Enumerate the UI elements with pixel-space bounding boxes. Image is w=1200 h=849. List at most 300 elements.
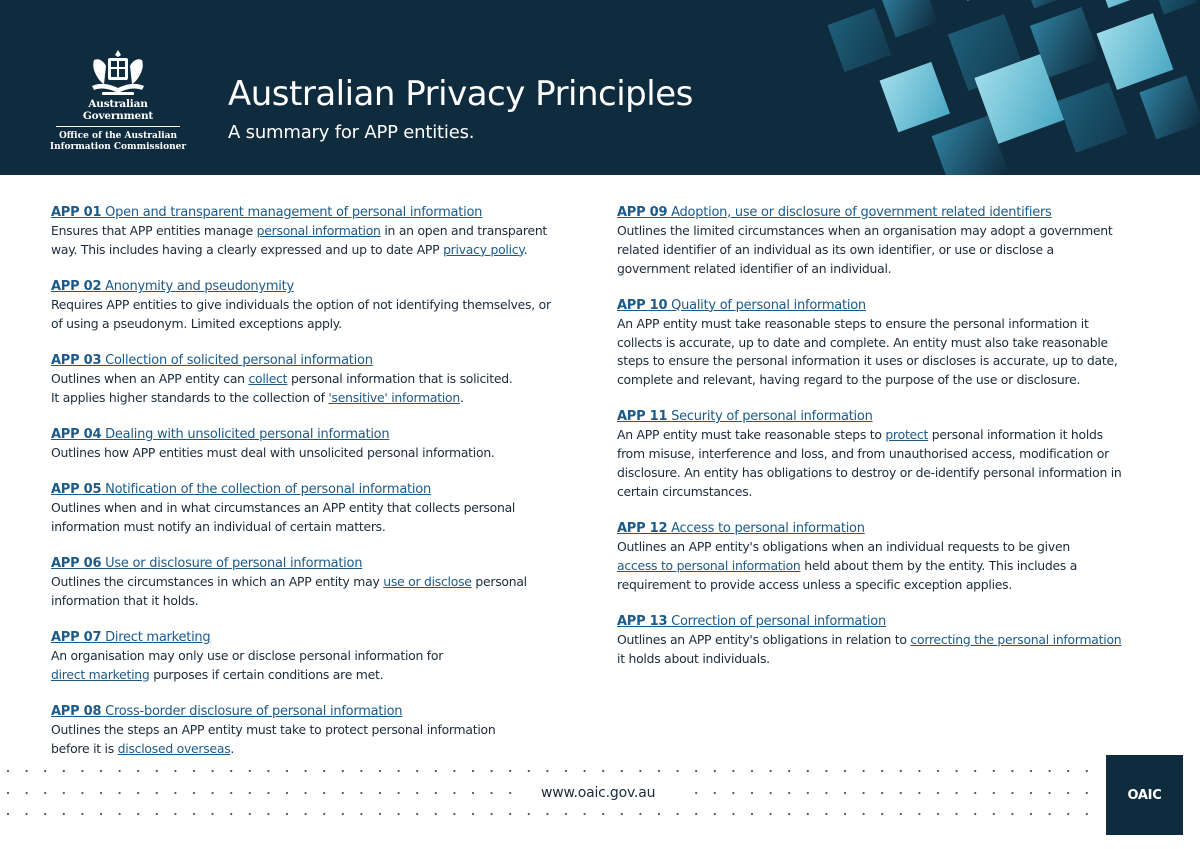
footer-dot xyxy=(286,813,288,815)
principle-item xyxy=(51,702,591,759)
footer-dot xyxy=(7,813,9,815)
footer-dot xyxy=(100,792,102,794)
footer-dot xyxy=(1011,813,1013,815)
footer-dot xyxy=(212,770,214,772)
footer-dot xyxy=(323,770,325,772)
principle-title-link[interactable] xyxy=(617,203,1157,222)
inline-link[interactable]: disclosed overseas xyxy=(117,740,231,756)
footer-dot xyxy=(918,813,920,815)
footer-dot xyxy=(379,813,381,815)
footer-dot xyxy=(305,792,307,794)
description-line xyxy=(617,241,1157,260)
description-text: way. This includes having a clearly expressed and up to date APP xyxy=(51,241,444,257)
footer-dot xyxy=(881,792,883,794)
principle-description xyxy=(51,573,591,611)
footer-dot xyxy=(174,792,176,794)
footer-dot xyxy=(230,770,232,772)
description-text: personal information that is solicited. xyxy=(287,370,513,386)
inline-link[interactable]: direct marketing xyxy=(51,666,150,682)
principle-number: APP 01 xyxy=(51,205,102,220)
description-text: personal xyxy=(471,574,527,590)
description-line xyxy=(51,721,591,740)
footer-dot xyxy=(416,770,418,772)
footer-dot xyxy=(714,813,716,815)
footer-dot xyxy=(472,770,474,772)
footer-dot xyxy=(677,813,679,815)
principle-title-link[interactable] xyxy=(51,554,591,573)
footer-dot xyxy=(174,770,176,772)
principle-title-text: Quality of personal information xyxy=(671,297,866,313)
government-name: Australian Government xyxy=(56,98,180,127)
description-text: An APP entity must take reasonable steps to xyxy=(617,427,886,443)
footer-dot xyxy=(212,792,214,794)
footer-dot xyxy=(1049,813,1051,815)
description-text: in an open and transparent xyxy=(380,223,548,238)
footer-dot xyxy=(993,792,995,794)
principle-item xyxy=(617,296,1157,390)
footer-dot xyxy=(1086,813,1088,815)
description-text: An organisation may only use or disclose personal information for xyxy=(51,648,444,664)
footer-dot xyxy=(81,813,83,815)
principle-number: APP 11 xyxy=(617,409,668,425)
principle-number: APP 06 xyxy=(51,556,102,572)
principle-number: APP 07 xyxy=(51,630,102,646)
inline-link[interactable]: use or disclose xyxy=(383,574,472,590)
principle-description xyxy=(617,426,1157,501)
footer-dot xyxy=(435,770,437,772)
description-text: Outlines how APP entities must deal with unsolicited personal information. xyxy=(51,444,495,460)
footer-dot xyxy=(695,770,697,772)
footer-dot xyxy=(863,813,865,815)
footer-dot xyxy=(416,813,418,815)
description-text: related identifier of an individual as its own identifier, or use or disclose a xyxy=(617,241,1054,257)
description-text: . xyxy=(230,740,235,756)
footer-dot xyxy=(732,770,734,772)
description-line xyxy=(51,296,591,315)
description-line xyxy=(51,740,591,759)
principle-number: APP 13 xyxy=(617,613,668,629)
principle-title-link[interactable] xyxy=(51,277,591,296)
footer-dot xyxy=(435,813,437,815)
principle-description xyxy=(51,499,591,537)
footer-dot xyxy=(732,813,734,815)
footer-dot xyxy=(528,770,530,772)
footer-dot xyxy=(807,792,809,794)
footer-dot xyxy=(770,813,772,815)
footer-dot xyxy=(974,813,976,815)
footer-dot xyxy=(639,813,641,815)
footer-dot xyxy=(751,792,753,794)
footer-dot xyxy=(137,813,139,815)
principle-title-link[interactable] xyxy=(617,519,1157,538)
principle-description xyxy=(51,296,591,334)
footer-dot xyxy=(26,813,28,815)
footer-dot xyxy=(844,770,846,772)
principle-title-text: Anonymity and pseudonymity xyxy=(105,278,294,294)
footer-dot xyxy=(807,770,809,772)
principle-number: APP 02 xyxy=(51,278,102,294)
description-text: personal information it holds xyxy=(928,427,1103,443)
principle-title-text: Direct marketing xyxy=(105,630,211,646)
description-line xyxy=(617,334,1157,353)
principle-title-link[interactable] xyxy=(51,628,591,647)
footer-dot xyxy=(267,813,269,815)
footer-dot xyxy=(509,813,511,815)
footer-dot xyxy=(1030,770,1032,772)
description-text: complete and relevant, having regard to the purpose of the use or disclosure. xyxy=(617,372,1081,388)
description-text: . xyxy=(523,241,528,257)
footer-dot xyxy=(119,792,121,794)
footer-dot xyxy=(602,813,604,815)
principle-title-link[interactable] xyxy=(617,407,1157,426)
principle-title-text: Notification of the collection of personal information xyxy=(105,482,431,498)
description-text: of using a pseudonym. Limited exceptions apply. xyxy=(51,315,342,331)
footer-dot xyxy=(1011,792,1013,794)
footer-dot xyxy=(193,770,195,772)
description-line xyxy=(617,631,1157,650)
description-text: Outlines the circumstances in which an APP entity may xyxy=(51,574,384,590)
footer-dot xyxy=(974,792,976,794)
description-text: held about them by the entity. This includes a xyxy=(800,557,1078,573)
footer-dot xyxy=(1086,770,1088,772)
description-text: It applies higher standards to the collection of xyxy=(51,389,329,405)
footer-dot xyxy=(398,813,400,815)
footer-dot xyxy=(1011,770,1013,772)
footer-dot xyxy=(1086,792,1088,794)
footer-dot xyxy=(156,792,158,794)
footer-dot xyxy=(900,770,902,772)
inline-link[interactable]: personal information xyxy=(256,223,381,238)
description-line xyxy=(51,518,591,537)
footer-dot xyxy=(44,770,46,772)
footer-dot xyxy=(398,792,400,794)
description-text: . xyxy=(459,389,464,405)
description-line xyxy=(617,576,1157,595)
footer-dot xyxy=(732,792,734,794)
footer-dot xyxy=(360,770,362,772)
page-subtitle: A summary for APP entities. xyxy=(228,122,475,143)
description-line xyxy=(617,483,1157,502)
principle-description xyxy=(51,444,591,463)
footer-dot xyxy=(7,792,9,794)
description-text: An APP entity must take reasonable steps to ensure the personal information it xyxy=(617,315,1089,331)
description-line xyxy=(617,352,1157,371)
footer-dot xyxy=(825,813,827,815)
inline-link[interactable]: collect xyxy=(248,370,288,386)
principle-item xyxy=(617,519,1157,594)
principle-number: APP 09 xyxy=(617,205,668,220)
description-text: Outlines the limited circumstances when an organisation may adopt a government xyxy=(617,223,1113,238)
footer-dot xyxy=(249,770,251,772)
principle-description xyxy=(617,538,1157,594)
footer-dot xyxy=(360,813,362,815)
description-line xyxy=(617,371,1157,390)
footer-dot xyxy=(788,770,790,772)
principle-title-text: Access to personal information xyxy=(671,520,865,536)
principle-title-link[interactable] xyxy=(617,612,1157,631)
principle-title-text: Open and transparent management of personal information xyxy=(105,205,483,220)
description-line xyxy=(51,389,591,408)
description-line xyxy=(617,260,1157,279)
footer-dot xyxy=(156,813,158,815)
description-line xyxy=(617,426,1157,445)
footer-dot xyxy=(1030,792,1032,794)
principle-description xyxy=(51,222,591,260)
footer-dot xyxy=(825,770,827,772)
principle-description xyxy=(51,370,591,408)
description-line xyxy=(51,370,591,389)
description-line xyxy=(51,315,591,334)
footer-dot xyxy=(491,770,493,772)
principle-item xyxy=(51,277,591,334)
footer-dot xyxy=(639,770,641,772)
description-line xyxy=(51,444,591,463)
footer-dot xyxy=(621,770,623,772)
footer-dots-row-3 xyxy=(0,812,1100,816)
decorative-squares-graphic xyxy=(800,0,1200,175)
footer-dot xyxy=(491,792,493,794)
footer-dot xyxy=(751,813,753,815)
oaic-logo[interactable]: OAIC xyxy=(1106,755,1183,835)
footer-dot xyxy=(695,792,697,794)
principle-item xyxy=(51,425,591,463)
footer-dot xyxy=(658,770,660,772)
description-text: before it is xyxy=(51,740,118,756)
principle-title-text: Collection of solicited personal information xyxy=(105,352,373,368)
principle-item xyxy=(51,628,591,685)
principle-item xyxy=(51,554,591,611)
footer-dot xyxy=(751,770,753,772)
footer-dot xyxy=(584,770,586,772)
footer-dot xyxy=(26,770,28,772)
footer-dot xyxy=(174,813,176,815)
principle-title-text: Dealing with unsolicited personal information xyxy=(105,426,390,442)
footer-dot xyxy=(956,770,958,772)
inline-link[interactable]: 'sensitive' information xyxy=(328,389,460,405)
footer-dot xyxy=(825,792,827,794)
footer-dot xyxy=(844,792,846,794)
footer-dot xyxy=(881,770,883,772)
description-line xyxy=(617,445,1157,464)
footer-dot xyxy=(323,792,325,794)
footer-dot xyxy=(509,770,511,772)
footer-dot xyxy=(230,792,232,794)
description-text: requirement to provide access unless a specific exception applies. xyxy=(617,576,1013,592)
footer-dot xyxy=(342,813,344,815)
footer-dot xyxy=(918,792,920,794)
footer-dot xyxy=(584,813,586,815)
footer-dot xyxy=(193,813,195,815)
footer-dot xyxy=(137,770,139,772)
footer-dot xyxy=(1049,792,1051,794)
footer-dot xyxy=(286,792,288,794)
inline-link[interactable]: protect xyxy=(885,427,929,443)
footer-dot xyxy=(807,813,809,815)
principle-title-link[interactable] xyxy=(51,351,591,370)
principle-title-link[interactable] xyxy=(51,425,591,444)
footer-dot xyxy=(788,792,790,794)
footer-dot xyxy=(100,770,102,772)
description-text: Outlines when and in what circumstances an APP entity that collects personal xyxy=(51,500,516,516)
description-line xyxy=(51,222,591,241)
footer-dot xyxy=(453,770,455,772)
description-line xyxy=(51,592,591,611)
footer-dot xyxy=(230,813,232,815)
description-text: steps to ensure the personal information it uses or discloses is accurate, up to date, xyxy=(617,353,1118,369)
footer-dot xyxy=(714,792,716,794)
footer-dot xyxy=(63,770,65,772)
government-logo[interactable] xyxy=(48,48,188,153)
footer-dot xyxy=(267,792,269,794)
principle-item xyxy=(617,407,1157,501)
principle-number: APP 08 xyxy=(51,704,102,720)
principle-title-text: Adoption, use or disclosure of government related identifiers xyxy=(671,205,1052,220)
office-name xyxy=(48,131,188,153)
footer-dot xyxy=(770,792,772,794)
footer-dot xyxy=(156,770,158,772)
footer-dot xyxy=(658,813,660,815)
footer-dot xyxy=(81,792,83,794)
description-text: it holds about individuals. xyxy=(617,650,770,666)
description-text: disclosure. An entity has obligations to destroy or de-identify personal information in xyxy=(617,464,1122,480)
principle-number: APP 04 xyxy=(51,426,102,442)
page-title: Australian Privacy Principles xyxy=(228,74,693,114)
footer-dot xyxy=(100,813,102,815)
principle-title-text: Security of personal information xyxy=(671,409,873,425)
footer-dot xyxy=(119,770,121,772)
footer-dot xyxy=(379,792,381,794)
footer-dot xyxy=(974,770,976,772)
footer-dot xyxy=(342,770,344,772)
principle-description xyxy=(51,721,591,759)
description-text: certain circumstances. xyxy=(617,483,753,499)
footer-dot xyxy=(788,813,790,815)
footer-dot xyxy=(918,770,920,772)
footer-dot xyxy=(863,792,865,794)
description-line xyxy=(617,538,1157,557)
principle-item xyxy=(617,612,1157,669)
principle-title-link[interactable] xyxy=(51,203,591,222)
principle-number: APP 12 xyxy=(617,520,668,536)
principles-column-left xyxy=(51,203,591,776)
description-text: Outlines when an APP entity can xyxy=(51,370,249,386)
description-text: Outlines an APP entity's obligations when an individual requests to be given xyxy=(617,538,1070,554)
inline-link[interactable]: access to personal information xyxy=(617,557,801,573)
description-line xyxy=(617,557,1157,576)
footer-dot xyxy=(491,813,493,815)
footer-dot xyxy=(472,792,474,794)
description-text: Ensures that APP entities manage xyxy=(51,223,257,238)
footer-dot xyxy=(435,792,437,794)
description-text: information that it holds. xyxy=(51,592,199,608)
footer-dot xyxy=(770,770,772,772)
principle-description xyxy=(51,647,591,685)
footer-dot xyxy=(881,813,883,815)
coat-of-arms-icon xyxy=(86,48,150,96)
principle-item xyxy=(51,351,591,408)
footer-dot xyxy=(26,792,28,794)
footer-dot xyxy=(416,792,418,794)
description-text: collects is accurate, up to date and complete. An entity must also take reasonable xyxy=(617,334,1108,350)
inline-link[interactable]: privacy policy xyxy=(443,241,524,257)
footer-dot xyxy=(546,813,548,815)
footer-dot xyxy=(1067,770,1069,772)
principle-title-link[interactable] xyxy=(617,296,1157,315)
description-text: Outlines an APP entity's obligations in relation to xyxy=(617,631,911,647)
footer-dot xyxy=(565,770,567,772)
description-line xyxy=(51,499,591,518)
description-text: government related identifier of an individual. xyxy=(617,260,892,276)
description-line xyxy=(51,647,591,666)
footer-dot xyxy=(1067,813,1069,815)
footer-dot xyxy=(323,813,325,815)
description-line xyxy=(51,666,591,685)
footer-dot xyxy=(44,813,46,815)
footer-dot xyxy=(379,770,381,772)
footer-dot xyxy=(677,770,679,772)
footer-dot xyxy=(137,792,139,794)
description-text: from misuse, interference and loss, and from unauthorised access, modification or xyxy=(617,446,1109,462)
principle-item xyxy=(617,203,1157,278)
footer-dot xyxy=(193,792,195,794)
footer-dot xyxy=(360,792,362,794)
footer-dot xyxy=(602,770,604,772)
description-line xyxy=(51,241,591,260)
principle-number: APP 05 xyxy=(51,482,102,498)
inline-link[interactable]: correcting the personal information xyxy=(910,631,1122,647)
footer-dot xyxy=(900,813,902,815)
principle-title-link[interactable] xyxy=(51,702,591,721)
footer-dot xyxy=(63,813,65,815)
footer-dot xyxy=(900,792,902,794)
footer-dot xyxy=(249,813,251,815)
footer-dot xyxy=(844,813,846,815)
footer-dot xyxy=(565,813,567,815)
footer-dot xyxy=(714,770,716,772)
footer-dots-row-1 xyxy=(0,769,1100,773)
footer-dot xyxy=(212,813,214,815)
footer-dot xyxy=(1049,770,1051,772)
principle-description xyxy=(617,222,1157,278)
footer-dot xyxy=(1030,813,1032,815)
description-line xyxy=(51,573,591,592)
footer-dot xyxy=(453,813,455,815)
footer-dot xyxy=(119,813,121,815)
principle-item xyxy=(51,480,591,537)
principle-number: APP 03 xyxy=(51,352,102,368)
principle-item xyxy=(51,203,591,260)
footer-dot xyxy=(937,770,939,772)
description-text: Outlines the steps an APP entity must take to protect personal information xyxy=(51,722,496,738)
footer-dot xyxy=(546,770,548,772)
footer-dot xyxy=(528,813,530,815)
office-name-line2: Information Commissioner xyxy=(49,142,187,152)
description-line xyxy=(617,650,1157,669)
principle-title-link[interactable] xyxy=(51,480,591,499)
footer-dot xyxy=(305,813,307,815)
principles-column-right xyxy=(617,203,1157,686)
description-text: information must notify an individual of certain matters. xyxy=(51,518,386,534)
footer-dot xyxy=(249,792,251,794)
footer-dot xyxy=(7,770,9,772)
footer-dot xyxy=(305,770,307,772)
footer-dot xyxy=(472,813,474,815)
footer-dot xyxy=(621,813,623,815)
website-url-link[interactable]: www.oaic.gov.au xyxy=(533,785,663,801)
footer-dot xyxy=(1067,792,1069,794)
description-line xyxy=(617,222,1157,241)
footer-dot xyxy=(956,813,958,815)
